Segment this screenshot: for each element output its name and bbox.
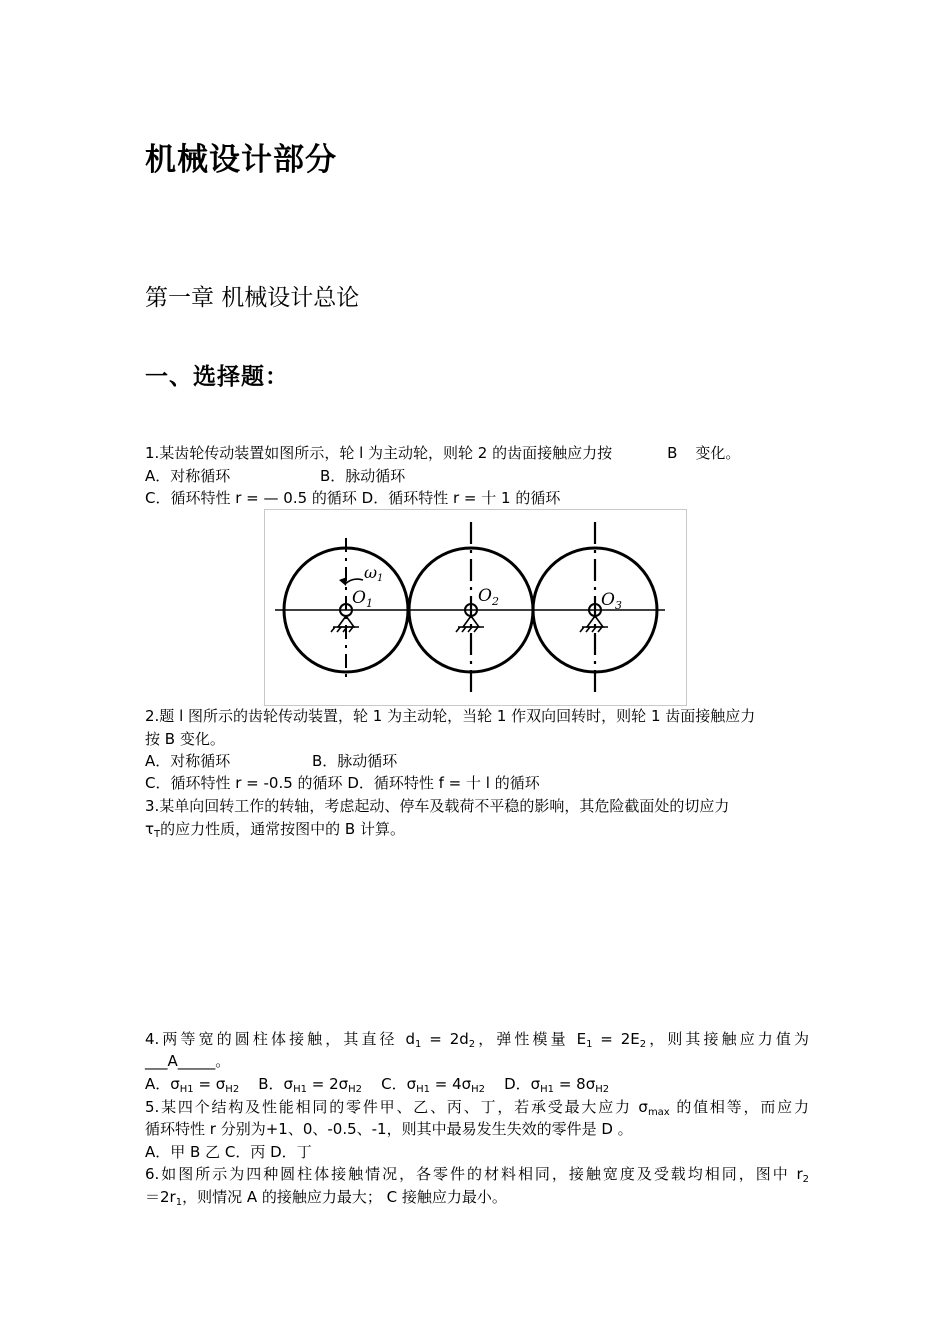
doc-title: 机械设计部分: [145, 142, 337, 178]
q6-line1: 6.如图所示为四种圆柱体接触情况，各零件的材料相同，接触宽度及受载均相同，图中 $r_2$: [145, 1165, 809, 1185]
omega-label: ω1: [364, 563, 384, 584]
q1-tail: 变化。: [695, 444, 741, 462]
q1-options-cd: C．循环特性 r = — 0.5 的循环 D．循环特性 r = 十 1 的循环: [145, 489, 561, 507]
q4-line1: 4.两等宽的圆柱体接触，其直径 $d_1 = 2d_2$，弹性模量 $E_1 = 2E_2$，则其接触应力值为: [145, 1030, 809, 1050]
rotation-arrow: [345, 579, 363, 584]
o3-label: $O_3$: [601, 590, 622, 612]
q3-line1: 3.某单向回转工作的转轴，考虑起动、停车及载荷不平稳的影响，其危险截面处的切应力: [145, 797, 730, 815]
gear-figure: [264, 509, 687, 706]
q4-option-a: A．$\sigma_{H1} = \sigma_{H2}$: [145, 1075, 240, 1095]
q1-stem: [145, 442, 740, 464]
q4-options: [145, 1073, 609, 1095]
q2-line1: 2.题 l 图所示的齿轮传动装置，轮 1 为主动轮，当轮 1 作双向回转时，则轮 1 齿面接触应力: [145, 707, 756, 725]
q5-options: A．甲 B 乙 C．丙 D．丁: [145, 1143, 312, 1161]
q4-line2: ___A_____。: [145, 1052, 231, 1070]
o2-label: $O_2$: [478, 586, 499, 608]
q4-option-b: B．$\sigma_{H1} = 2\sigma_{H2}$: [258, 1075, 363, 1095]
q1-option-b: B．脉动循环: [320, 467, 406, 485]
q2-line2: 按 B 变化。: [145, 730, 225, 748]
chapter-heading: 第一章 机械设计总论: [145, 285, 360, 311]
q4-option-c: C．$\sigma_{H1} = 4\sigma_{H2}$: [381, 1075, 486, 1095]
o1-label: $O_1$: [352, 588, 373, 610]
q2-option-a: A．对称循环: [145, 752, 231, 770]
q4-option-d: D．$\sigma_{H1} = 8\sigma_{H2}$: [504, 1075, 610, 1095]
q5-line1: 5.某四个结构及性能相同的零件甲、乙、丙、丁，若承受最大应力 $\sigma_{max}$ 的值相等，而应力: [145, 1098, 809, 1118]
section-heading: 一、选择题：: [145, 364, 289, 390]
q1-answer: B: [667, 444, 678, 462]
q1-option-a: A．对称循环: [145, 467, 231, 485]
q6-line2: $=2r_1$，则情况 A 的接触应力最大； C 接触应力最小。: [145, 1188, 507, 1208]
q2-options-cd: C．循环特性 r = -0.5 的循环 D．循环特性 f = 十 l 的循环: [145, 774, 540, 792]
q1-stem-text: 1.某齿轮传动装置如图所示，轮 l 为主动轮，则轮 2 的齿面接触应力按: [145, 444, 613, 462]
q3-line2: $\tau_T$的应力性质，通常按图中的 B 计算。: [145, 820, 405, 840]
q5-line2: 循环特性 r 分别为+1、0、-0.5、-1，则其中最易发生失效的零件是 D 。: [145, 1120, 633, 1138]
q2-option-b: B．脉动循环: [312, 752, 398, 770]
gear-diagram: [265, 510, 686, 705]
